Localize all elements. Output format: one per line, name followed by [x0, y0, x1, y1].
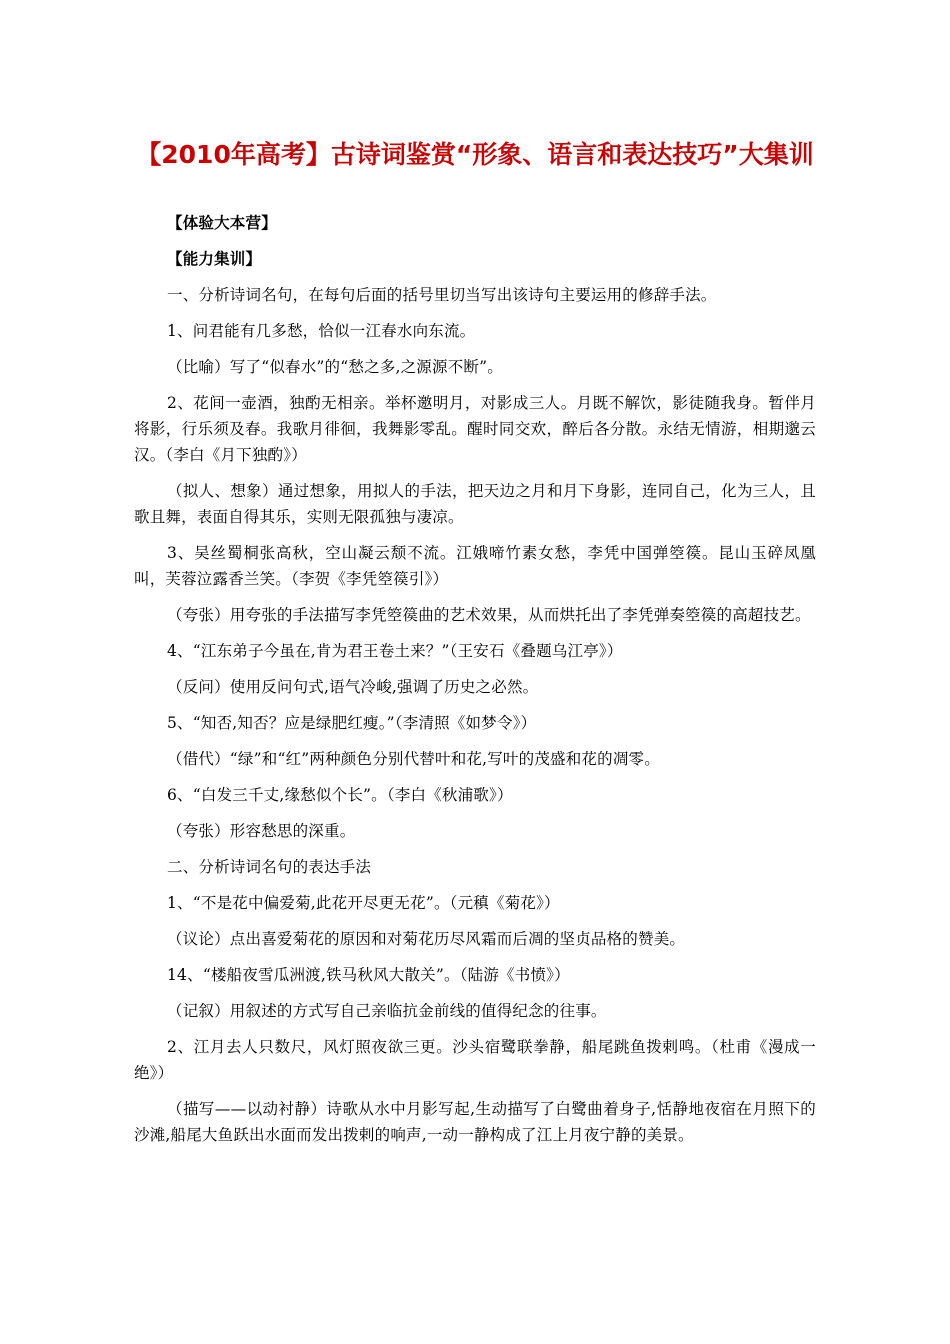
paragraph: 1、“不是花中偏爱菊,此花开尽更无花”。（元稹《菊花》）	[167, 894, 560, 912]
paragraph: （比喻）写了“似春水”的“愁之多,之源源不断”。	[167, 358, 503, 376]
paragraph: 3、吴丝蜀桐张高秋，空山凝云颓不流。江娥啼竹素女愁，李凭中国弹箜篌。昆山玉碎凤凰叫，芙蓉泣露香兰笑。（李贺《李凭箜篌引》）	[134, 544, 816, 588]
paragraph: 4、“江东弟子今虽在,肯为君王卷土来？”（王安石《叠题乌江亭》）	[167, 642, 623, 660]
paragraph: （夸张）用夸张的手法描写李凭箜篌曲的艺术效果，从而烘托出了李凭弹奏箜篌的高超技艺。	[167, 606, 811, 624]
paragraph: 5、“知否,知否？应是绿肥红瘦。”（李清照《如梦令》）	[167, 714, 537, 732]
document-body	[134, 210, 816, 1148]
paragraph: （夸张）形容愁思的深重。	[167, 822, 356, 840]
paragraph: （议论）点出喜爱菊花的原因和对菊花历尽风霜而后凋的坚贞品格的赞美。	[167, 930, 686, 948]
paragraph: 6、“白发三千丈,缘愁似个长”。（李白《秋浦歌》）	[167, 786, 513, 804]
paragraph: 【体验大本营】	[167, 214, 277, 232]
paragraph: 二、分析诗词名句的表达手法	[167, 858, 372, 876]
paragraph: 一、分析诗词名句，在每句后面的括号里切当写出该诗句主要运用的修辞手法。	[167, 286, 717, 304]
paragraph: 【能力集训】	[167, 250, 262, 268]
paragraph: 2、花间一壶酒，独酌无相亲。举杯邀明月，对影成三人。月既不解饮，影徒随我身。暂伴月将影，行乐须及春。我歌月徘徊，我舞影零乱。醒时同交欢，醉后各分散。永结无情游，相期邈云汉。（李白《月下独酌》）	[134, 394, 816, 464]
paragraph: 14、“楼船夜雪瓜洲渡,铁马秋风大散关”。（陆游《书愤》）	[167, 966, 570, 984]
paragraph: （借代）“绿”和“红”两种颜色分别代替叶和花,写叶的茂盛和花的凋零。	[167, 750, 660, 768]
paragraph: 1、问君能有几多愁，恰似一江春水向东流。	[167, 322, 476, 340]
paragraph: （描写——以动衬静）诗歌从水中月影写起,生动描写了白鹭曲着身子,恬静地夜宿在月照下的沙滩,船尾大鱼跃出水面而发出拨剌的响声,一动一静构成了江上月夜宁静的美景。	[134, 1100, 816, 1144]
paragraph: （反问）使用反问句式,语气冷峻,强调了历史之必然。	[167, 678, 539, 696]
paragraph: （拟人、想象）通过想象，用拟人的手法，把天边之月和月下身影，连同自己，化为三人，且歌且舞，表面自得其乐，实则无限孤独与凄凉。	[134, 482, 816, 526]
document-title: 【2010年高考】古诗词鉴赏“形象、语言和表达技巧”大集训	[136, 140, 814, 169]
paragraph: （记叙）用叙述的方式写自己亲临抗金前线的值得纪念的往事。	[167, 1002, 607, 1020]
paragraph: 2、江月去人只数尺，风灯照夜欲三更。沙头宿鹭联拳静，船尾跳鱼拨剌鸣。（杜甫《漫成一绝》）	[134, 1038, 816, 1082]
